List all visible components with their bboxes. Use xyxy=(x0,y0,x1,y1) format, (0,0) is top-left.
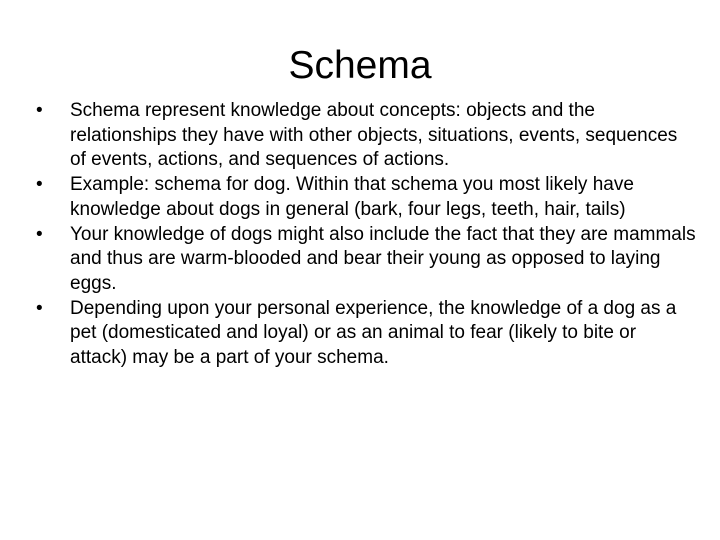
bullet-item xyxy=(36,99,696,173)
slide-title: Schema xyxy=(288,44,432,87)
bullet-text: Depending upon your personal experience, the knowledge of a dog as a pet (domesticated and loyal) or as an animal to fear (likely to bite or attack) may be a part of your schema. xyxy=(70,297,677,368)
bullet-item xyxy=(36,297,696,371)
bullet-marker: • xyxy=(36,174,43,196)
bullet-marker: • xyxy=(36,100,43,121)
bullet-text: Your knowledge of dogs might also include the fact that they are mammals and thus are warm-blooded and bear their young as opposed to laying eggs. xyxy=(70,223,696,294)
bullet-marker: • xyxy=(36,223,43,245)
bullet-item xyxy=(36,223,696,297)
bullet-marker: • xyxy=(36,297,43,319)
bullet-list xyxy=(36,99,696,371)
bullet-text: Schema represent knowledge about concepts: objects and the relationships they have with other objects, situations, events, sequences of events, actions, and sequences of actions. xyxy=(70,100,678,170)
bullet-item xyxy=(36,173,696,222)
bullet-text: Example: schema for dog. Within that schema you most likely have knowledge about dogs in general (bark, four legs, teeth, hair, tails) xyxy=(70,174,634,220)
